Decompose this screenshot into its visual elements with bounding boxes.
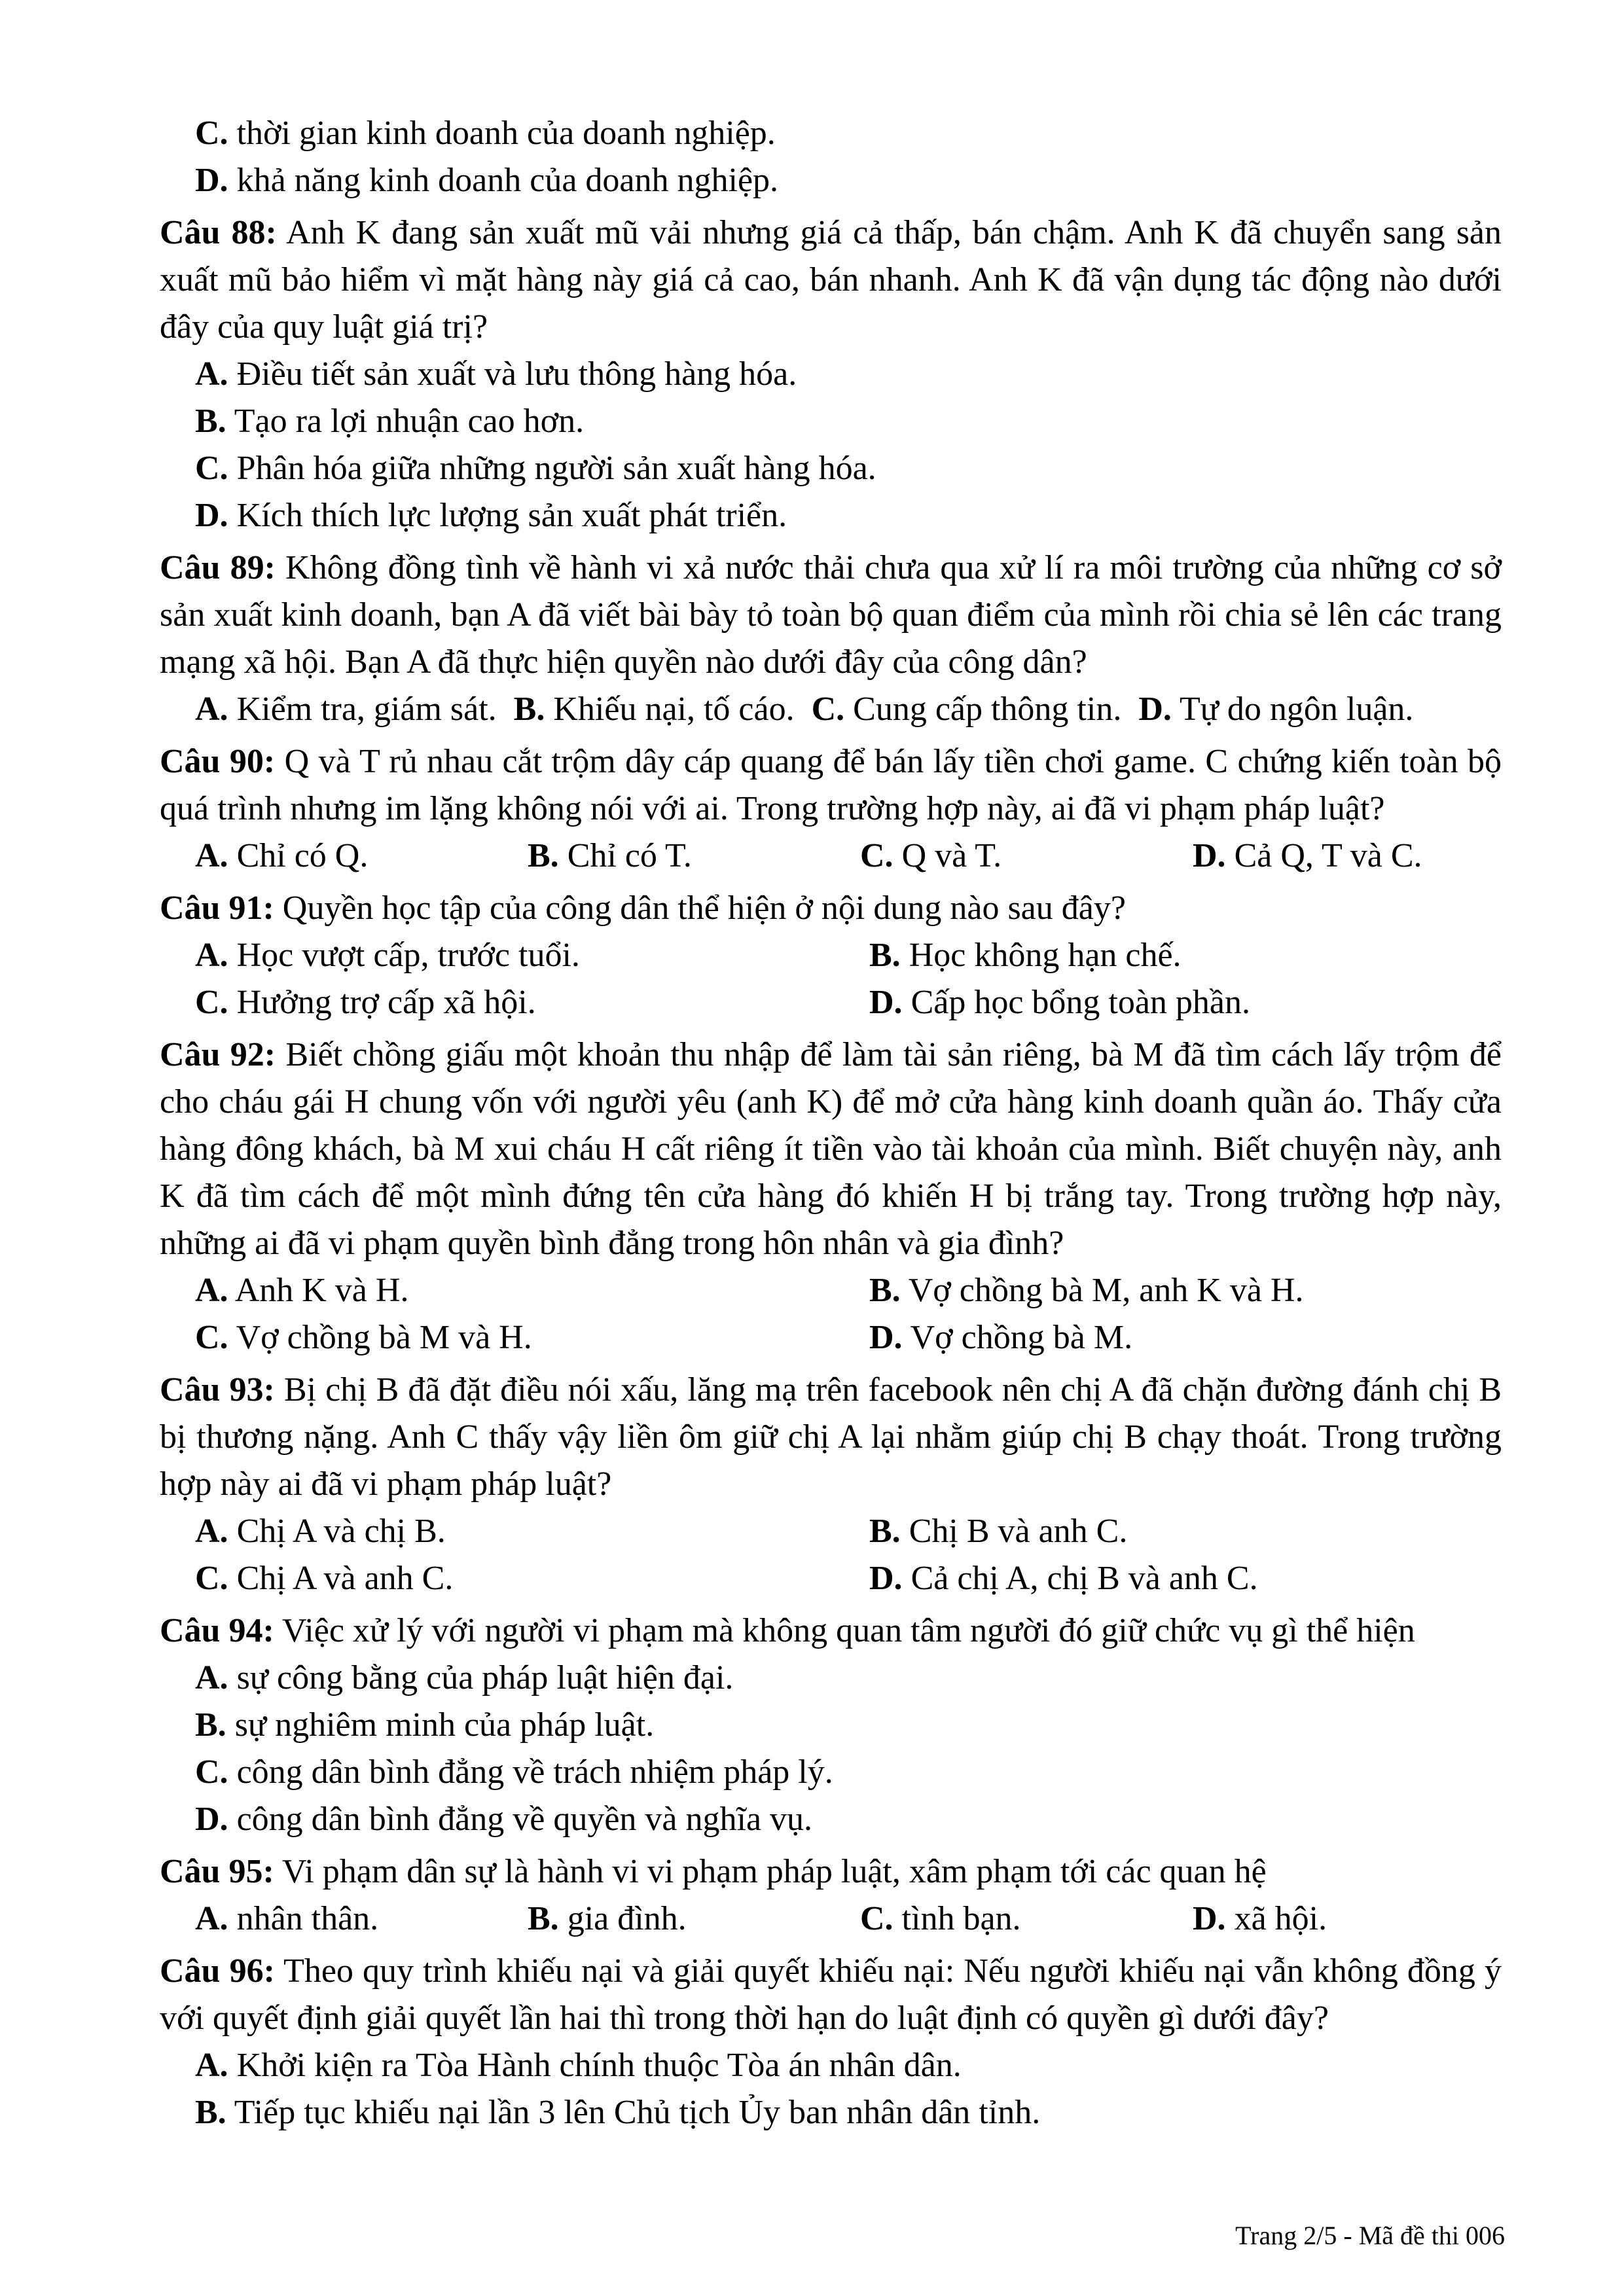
option-a (195, 1267, 869, 1314)
options-row (160, 1895, 1502, 1943)
option-a (195, 833, 528, 880)
option-text: Anh K và H. (234, 1272, 409, 1309)
option-letter: B. (869, 1513, 901, 1550)
option-text: Chị A và chị B. (236, 1513, 446, 1550)
option-text: Tiếp tục khiếu nại lần 3 lên Chủ tịch Ủy ban nhân dân tỉnh. (234, 2094, 1041, 2131)
option-a (160, 351, 1502, 398)
option-c (195, 1555, 869, 1602)
option-letter: A. (195, 1659, 228, 1696)
option-letter: D. (1193, 1900, 1226, 1937)
options-row (160, 833, 1502, 880)
option-letter: D. (1193, 837, 1226, 874)
option-letter: C. (195, 984, 228, 1021)
question-text: Theo quy trình khiếu nại và giải quyết khiếu nại: Nếu người khiếu nại vẫn không đồng ý với quyết định giải quyết lần hai thì trong thời hạn do luật định có quyền gì dưới đây? (160, 1952, 1502, 2037)
option-text: xã hội. (1234, 1900, 1327, 1937)
question-stem (160, 738, 1502, 833)
option-text: Cả Q, T và C. (1234, 837, 1422, 874)
option-text: Chị A và anh C. (236, 1560, 454, 1597)
question-label: Câu 94: (160, 1612, 274, 1649)
question-90 (160, 738, 1502, 880)
question-label: Câu 96: (160, 1952, 275, 1990)
option-c (160, 445, 1502, 492)
option-a (160, 2042, 1502, 2089)
option-letter: C. (195, 115, 228, 152)
option-letter: C. (811, 691, 845, 728)
question-label: Câu 90: (160, 743, 276, 780)
options-row (160, 1267, 1502, 1314)
option-text: Kiểm tra, giám sát. (236, 691, 497, 728)
question-label: Câu 88: (160, 214, 277, 251)
option-d (1193, 833, 1422, 880)
options-row (160, 1314, 1502, 1361)
option-letter: B. (528, 837, 559, 874)
option-text: gia đình. (567, 1900, 687, 1937)
question-list (160, 110, 1502, 2136)
option-text: Phân hóa giữa những người sản xuất hàng hóa. (236, 450, 876, 487)
option-d (160, 492, 1502, 539)
option-a (195, 1508, 869, 1555)
option-a (195, 932, 869, 979)
option-d (160, 1796, 1502, 1843)
option-b (528, 1895, 860, 1943)
option-b (869, 1267, 1303, 1314)
option-c (160, 1749, 1502, 1796)
option-text: sự nghiêm minh của pháp luật. (234, 1706, 655, 1744)
option-text: tình bạn. (901, 1900, 1021, 1937)
option-letter: D. (195, 497, 228, 534)
option-letter: A. (195, 355, 228, 393)
option-text: Tự do ngôn luận. (1179, 691, 1414, 728)
option-letter: B. (528, 1900, 559, 1937)
option-d (869, 1555, 1258, 1602)
question-stem (160, 1031, 1502, 1267)
option-a (160, 1655, 1502, 1702)
option-letter: D. (869, 1560, 903, 1597)
question-96 (160, 1948, 1502, 2136)
options-row (160, 1555, 1502, 1602)
option-text: công dân bình đẳng về quyền và nghĩa vụ. (236, 1801, 813, 1838)
question-label: Câu 95: (160, 1853, 274, 1890)
question-text: Anh K đang sản xuất mũ vải nhưng giá cả thấp, bán chậm. Anh K đã chuyển sang sản xuất mũ bảo hiểm vì mặt hàng này giá cả cao, bán nhanh. Anh K đã vận dụng tác động nào dưới đây của quy luật giá trị? (160, 214, 1502, 346)
question-text: Q và T rủ nhau cắt trộm dây cáp quang để bán lấy tiền chơi game. C chứng kiến toàn bộ quá trình nhưng im lặng không nói với ai. Trong trường hợp này, ai đã vi phạm pháp luật? (160, 743, 1502, 827)
option-c (160, 110, 1502, 157)
question-92 (160, 1031, 1502, 1361)
options-row (160, 686, 1502, 733)
question-label: Câu 89: (160, 549, 276, 586)
option-text: Cả chị A, chị B và anh C. (911, 1560, 1258, 1597)
options-row (160, 1508, 1502, 1555)
question-stem (160, 1948, 1502, 2042)
question-91 (160, 885, 1502, 1026)
question-stem (160, 209, 1502, 351)
option-text: công dân bình đẳng về trách nhiệm pháp lý. (236, 1753, 833, 1791)
option-text: Cung cấp thông tin. (853, 691, 1122, 728)
question-label: Câu 92: (160, 1036, 276, 1073)
option-letter: C. (195, 1753, 228, 1791)
option-b (528, 833, 860, 880)
option-a (195, 1895, 528, 1943)
option-b (160, 2089, 1502, 2136)
option-text: Vợ chồng bà M, anh K và H. (908, 1272, 1304, 1309)
option-letter: B. (869, 1272, 901, 1309)
page-footer: Trang 2/5 - Mã đề thi 006 (1235, 2221, 1505, 2250)
option-text: Chỉ có Q. (236, 837, 369, 874)
question-text: Quyền học tập của công dân thể hiện ở nội dung nào sau đây? (282, 889, 1126, 927)
question-95 (160, 1848, 1502, 1943)
question-88 (160, 209, 1502, 539)
option-text: thời gian kinh doanh của doanh nghiệp. (236, 115, 776, 152)
option-text: Vợ chồng bà M. (910, 1319, 1133, 1356)
option-letter: A. (195, 1513, 228, 1550)
question-stem (160, 885, 1502, 932)
option-text: Học vượt cấp, trước tuổi. (236, 937, 580, 974)
option-letter: D. (195, 1801, 228, 1838)
option-letter: A. (195, 1272, 228, 1309)
option-letter: B. (195, 1706, 226, 1744)
option-text: Điều tiết sản xuất và lưu thông hàng hóa. (236, 355, 797, 393)
question-text: Việc xử lý với người vi phạm mà không quan tâm người đó giữ chức vụ gì thể hiện (281, 1612, 1415, 1649)
option-letter: C. (195, 1319, 228, 1356)
question-text: Biết chồng giấu một khoản thu nhập để làm tài sản riêng, bà M đã tìm cách lấy trộm để cho cháu gái H chung vốn với người yêu (anh K) để mở cửa hàng kinh doanh quần áo. Thấy cửa hàng đông khách, bà M xui cháu H cất riêng ít tiền vào tài khoản của mình. Biết chuyện này, anh K đã tìm cách để một mình đứng tên cửa hàng đó khiến H bị trắng tay. Trong trường hợp này, những ai đã vi phạm quyền bình đẳng trong hôn nhân và gia đình? (160, 1036, 1502, 1262)
option-b (160, 1702, 1502, 1749)
option-c (195, 979, 869, 1026)
options-row (160, 932, 1502, 979)
option-text: Q và T. (901, 837, 1002, 874)
option-text: Khởi kiện ra Tòa Hành chính thuộc Tòa án nhân dân. (236, 2047, 962, 2084)
option-d (869, 979, 1250, 1026)
option-d (1193, 1895, 1327, 1943)
option-letter: A. (195, 691, 228, 728)
option-letter: B. (195, 403, 226, 440)
option-text: nhân thân. (236, 1900, 379, 1937)
question-93 (160, 1367, 1502, 1602)
question-89 (160, 545, 1502, 733)
option-letter: B. (869, 937, 901, 974)
option-b (160, 398, 1502, 445)
question-stem (160, 1367, 1502, 1508)
option-letter: D. (869, 1319, 903, 1356)
option-text: Chị B và anh C. (909, 1513, 1128, 1550)
option-letter: D. (869, 984, 903, 1021)
option-text: Cấp học bổng toàn phần. (911, 984, 1251, 1021)
option-text: Học không hạn chế. (909, 937, 1182, 974)
question-text: Bị chị B đã đặt điều nói xấu, lăng mạ trên facebook nên chị A đã chặn đường đánh chị B bị thương nặng. Anh C thấy vậy liền ôm giữ chị A lại nhằm giúp chị B chạy thoát. Trong trường hợp này ai đã vi phạm pháp luật? (160, 1371, 1502, 1503)
option-d (869, 1314, 1132, 1361)
question-label: Câu 91: (160, 889, 274, 927)
option-b (869, 1508, 1127, 1555)
option-text: khả năng kinh doanh của doanh nghiệp. (236, 162, 779, 199)
option-b (869, 932, 1182, 979)
option-text: Kích thích lực lượng sản xuất phát triển. (236, 497, 787, 534)
option-text: Khiếu nại, tố cáo. (553, 691, 795, 728)
option-text: Hưởng trợ cấp xã hội. (236, 984, 536, 1021)
option-letter: D. (195, 162, 228, 199)
option-letter: A. (195, 937, 228, 974)
option-text: Vợ chồng bà M và H. (236, 1319, 532, 1356)
option-letter: C. (195, 450, 228, 487)
option-text: sự công bằng của pháp luật hiện đại. (236, 1659, 734, 1696)
question-stem (160, 545, 1502, 686)
option-letter: C. (195, 1560, 228, 1597)
option-letter: D. (1138, 691, 1172, 728)
option-letter: C. (860, 1900, 893, 1937)
option-letter: A. (195, 837, 228, 874)
option-letter: A. (195, 2047, 228, 2084)
option-c (860, 1895, 1193, 1943)
option-c (195, 1314, 869, 1361)
question-94 (160, 1607, 1502, 1843)
question-text: Không đồng tình về hành vi xả nước thải chưa qua xử lí ra môi trường của những cơ sở sản xuất kinh doanh, bạn A đã viết bài bày tỏ toàn bộ quan điểm của mình rồi chia sẻ lên các trang mạng xã hội. Bạn A đã thực hiện quyền nào dưới đây của công dân? (160, 549, 1502, 681)
options-row (160, 979, 1502, 1026)
question-stem (160, 1848, 1502, 1895)
option-letter: B. (195, 2094, 226, 2131)
option-text: Tạo ra lợi nhuận cao hơn. (234, 403, 585, 440)
option-letter: A. (195, 1900, 228, 1937)
question-stem (160, 1607, 1502, 1655)
question-label: Câu 93: (160, 1371, 275, 1408)
option-letter: B. (513, 691, 545, 728)
option-letter: C. (860, 837, 893, 874)
option-text: Chỉ có T. (567, 837, 692, 874)
option-d (160, 157, 1502, 204)
option-c (860, 833, 1193, 880)
question-text: Vi phạm dân sự là hành vi vi phạm pháp luật, xâm phạm tới các quan hệ (281, 1853, 1267, 1890)
